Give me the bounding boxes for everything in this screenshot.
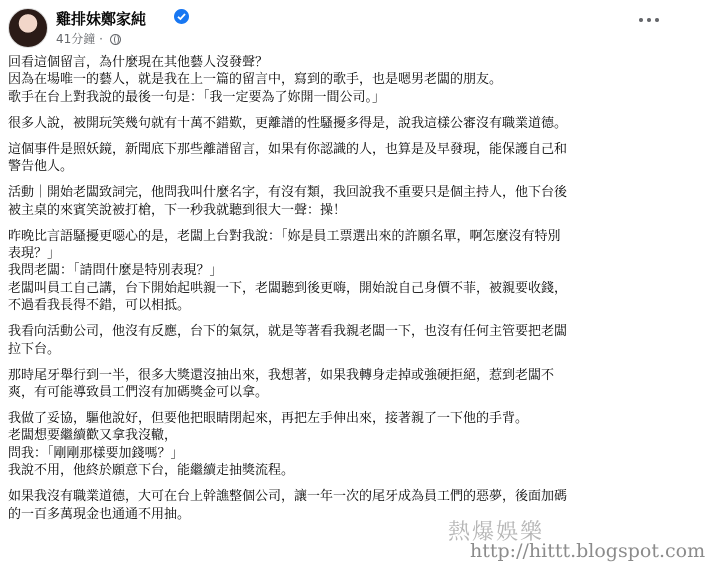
post-paragraph (8, 115, 672, 132)
post-line: 老闆想要繼續歡又拿我沒轍， (8, 428, 178, 444)
post-line: 這個事件是照妖鏡，新聞底下那些離譜留言，如果有你認識的人，也算是及早發現，能保護自己和 (8, 141, 568, 157)
post-line: 的一百多萬現金也通通不用抽。 (8, 506, 191, 522)
post-line: 拉下台。 (8, 341, 61, 357)
post-line: 如果我沒有職業道德，大可在台上幹譙整個公司，讓一年一次的尾牙成為員工們的惡夢，後面加碼 (8, 489, 568, 505)
watermark-brand: 熱爆娛樂 (448, 520, 545, 545)
post-line: 昨晚比言語騷擾更噁心的是，老闆上台對我說：「妳是員工票選出來的許願名單，啊怎麼沒有特別 (8, 228, 561, 244)
avatar[interactable] (8, 8, 48, 48)
verified-badge-icon (174, 9, 189, 24)
post-line: 老闆叫員工自己講，台下開始起哄親一下，老闆聽到後更嗨，開始說自己身價不菲，被親要收錢， (8, 280, 568, 296)
post-line: 我做了妥協，驅他說好，但要他把眼睛閉起來，再把左手伸出來，接著親了一下他的手背。 (8, 411, 529, 427)
post-line: 被主桌的來賓笑說被打槍，下一秒我就聽到很大一聲：操！ (8, 202, 347, 218)
post-timestamp[interactable]: 41分鐘 (56, 32, 96, 46)
post-body (8, 54, 672, 532)
post-paragraph (8, 141, 672, 176)
post-paragraph (8, 323, 672, 358)
post-line: 回看這個留言，為什麼現在其他藝人沒發聲？ (8, 55, 269, 70)
author-name[interactable]: 雞排妹鄭家純 (56, 10, 147, 28)
post-paragraph (8, 228, 672, 315)
post-paragraph (8, 488, 672, 523)
post-paragraph (8, 184, 672, 219)
post-paragraph (8, 54, 672, 106)
watermark-url: http://hittt.blogspot.com (470, 540, 705, 562)
globe-icon[interactable] (110, 34, 121, 45)
post-line: 表現？」 (8, 246, 61, 262)
post-line: 警告他人。 (8, 159, 74, 175)
post-line: 我說不用，他終於願意下台，能繼續走抽獎流程。 (8, 463, 295, 479)
post-line: 歌手在台上對我說的最後一句是：「我一定要為了妳開一間公司。」 (8, 89, 386, 105)
post-line: 活動｜開始老闆致詞完，他問我叫什麼名字，有沒有類，我回說我不重要只是個主持人，他下台後 (8, 185, 568, 201)
post-meta (56, 30, 121, 47)
post-line: 很多人說，被開玩笑幾句就有十萬不錯歎，更離譜的性騷擾多得是，說我這樣公審沒有職業道德。 (8, 115, 568, 131)
post-line: 不過看我長得不錯，可以相抵。 (8, 298, 191, 314)
more-options-icon[interactable] (631, 8, 667, 32)
post-header (8, 6, 671, 46)
meta-separator: · (99, 32, 107, 46)
post-line: 因為在場唯一的藝人，就是我在上一篇的留言中，寫到的歌手，也是嗯男老闆的朋友。 (8, 72, 503, 88)
post-paragraph (8, 367, 672, 402)
post-line: 問我：「剛剛那樣要加錢嗎？」 (8, 445, 184, 461)
post-line: 那時尾牙舉行到一半，很多大獎還沒抽出來，我想著，如果我轉身走掉或強硬拒絕，惹到老闆不 (8, 367, 555, 383)
post-line: 我問老闆：「請問什麼是特別表現？」 (8, 263, 223, 279)
post-line: 我看向活動公司，他沒有反應，台下的氣氛，就是等著看我親老闆一下，也沒有任何主管要把老闆 (8, 324, 568, 340)
post-line: 爽，有可能導致員工們沒有加碼獎金可以拿。 (8, 385, 269, 401)
post-paragraph (8, 410, 672, 480)
